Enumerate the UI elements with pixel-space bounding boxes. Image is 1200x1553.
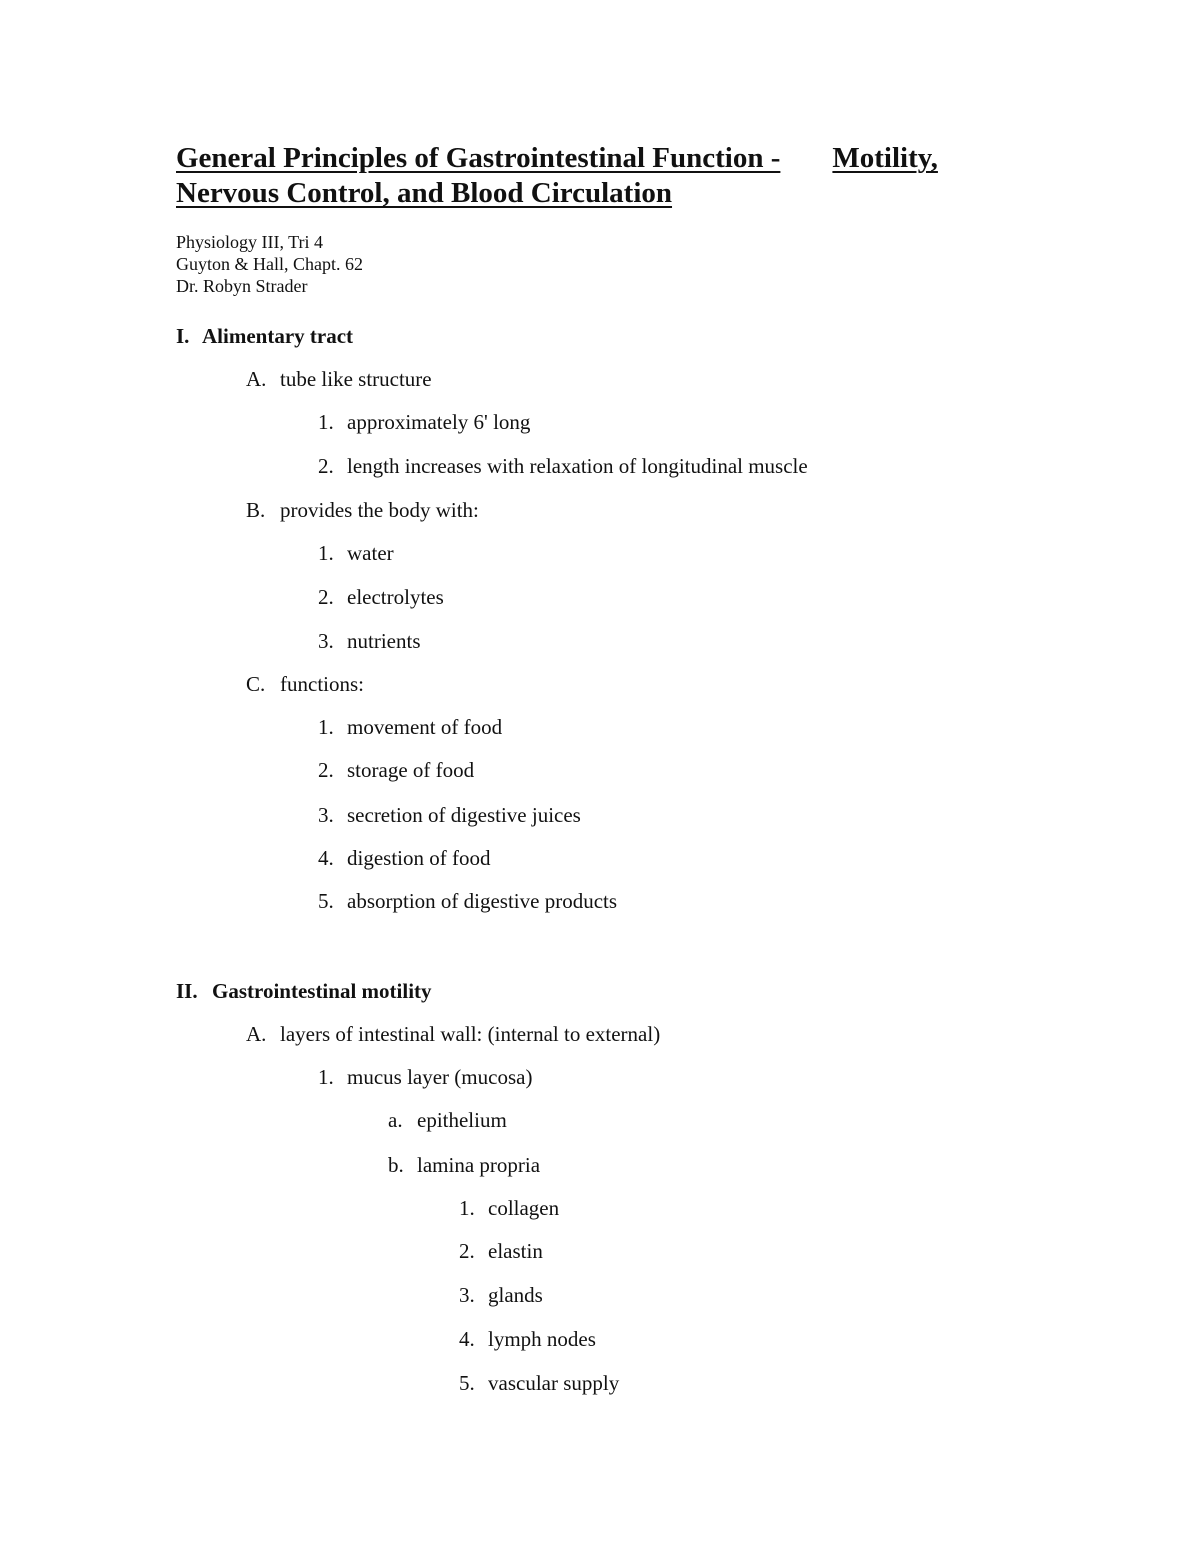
outline-item <box>246 671 364 697</box>
section-heading-gastrointestinal-motility <box>176 978 432 1004</box>
outline-item <box>388 1152 540 1178</box>
outline-marker: 1. <box>318 541 334 565</box>
outline-item <box>246 1021 660 1047</box>
outline-marker: 2. <box>318 454 334 478</box>
course-label: Physiology III, Tri 4 <box>176 232 324 252</box>
outline-text: elastin <box>488 1239 543 1263</box>
outline-text: length increases with relaxation of longitudinal muscle <box>347 454 808 478</box>
outline-text: glands <box>488 1283 543 1307</box>
outline-item <box>318 757 474 783</box>
outline-text: tube like structure <box>280 367 432 391</box>
outline-item <box>459 1195 559 1221</box>
outline-item <box>459 1370 619 1396</box>
outline-text: functions: <box>280 672 364 696</box>
outline-text: mucus layer (mucosa) <box>347 1065 533 1089</box>
section-title: Gastrointestinal motility <box>212 979 432 1003</box>
outline-marker: 1. <box>459 1196 475 1220</box>
outline-text: digestion of food <box>347 846 491 870</box>
document-title-line-1 <box>176 141 938 175</box>
outline-item <box>246 366 432 392</box>
outline-marker: C. <box>246 672 266 696</box>
outline-item <box>318 540 394 566</box>
outline-item <box>459 1282 543 1308</box>
outline-text: nutrients <box>347 629 421 653</box>
outline-text: storage of food <box>347 758 475 782</box>
outline-marker: 4. <box>459 1327 475 1351</box>
outline-marker: 3. <box>318 629 334 653</box>
outline-text: epithelium <box>417 1108 507 1132</box>
outline-marker: a. <box>388 1108 403 1132</box>
outline-text: vascular supply <box>488 1371 620 1395</box>
outline-text: movement of food <box>347 715 503 739</box>
outline-text: lamina propria <box>417 1153 541 1177</box>
outline-text: lymph nodes <box>488 1327 596 1351</box>
instructor-name: Dr. Robyn Strader <box>176 276 308 296</box>
outline-marker: A. <box>246 367 267 391</box>
section-number: I. <box>176 324 190 348</box>
textbook-reference: Guyton & Hall, Chapt. 62 <box>176 254 363 274</box>
title-main: General Principles of Gastrointestinal Function - <box>176 142 781 174</box>
outline-marker: 3. <box>459 1283 475 1307</box>
outline-text: layers of intestinal wall: (internal to external) <box>280 1022 661 1046</box>
document-title-line-2: Nervous Control, and Blood Circulation <box>176 177 673 209</box>
outline-text: collagen <box>488 1196 560 1220</box>
outline-item <box>318 888 617 914</box>
section-number: II. <box>176 979 198 1003</box>
outline-item <box>318 628 421 654</box>
outline-item <box>318 453 808 479</box>
outline-marker: 5. <box>459 1371 475 1395</box>
outline-marker: b. <box>388 1153 404 1177</box>
outline-marker: A. <box>246 1022 267 1046</box>
outline-marker: 4. <box>318 846 334 870</box>
outline-item <box>318 584 444 610</box>
outline-marker: 3. <box>318 803 334 827</box>
outline-item <box>246 497 479 523</box>
section-heading-alimentary-tract <box>176 323 353 349</box>
outline-item <box>318 802 581 828</box>
title-subtitle-start: Motility, <box>832 142 938 174</box>
outline-marker: 1. <box>318 715 334 739</box>
outline-item <box>388 1107 507 1133</box>
outline-marker: 1. <box>318 410 334 434</box>
outline-item <box>459 1238 543 1264</box>
outline-item <box>318 1064 532 1090</box>
outline-marker: B. <box>246 498 266 522</box>
outline-text: electrolytes <box>347 585 444 609</box>
outline-item <box>318 714 502 740</box>
outline-text: water <box>347 541 394 565</box>
outline-item <box>459 1326 596 1352</box>
outline-text: secretion of digestive juices <box>347 803 581 827</box>
outline-item <box>318 409 530 435</box>
outline-marker: 2. <box>318 758 334 782</box>
outline-text: provides the body with: <box>280 498 479 522</box>
outline-item <box>318 845 490 871</box>
outline-marker: 2. <box>318 585 334 609</box>
outline-marker: 2. <box>459 1239 475 1263</box>
outline-marker: 1. <box>318 1065 334 1089</box>
outline-text: approximately 6' long <box>347 410 531 434</box>
section-title: Alimentary tract <box>202 324 354 348</box>
outline-text: absorption of digestive products <box>347 889 618 913</box>
outline-marker: 5. <box>318 889 334 913</box>
